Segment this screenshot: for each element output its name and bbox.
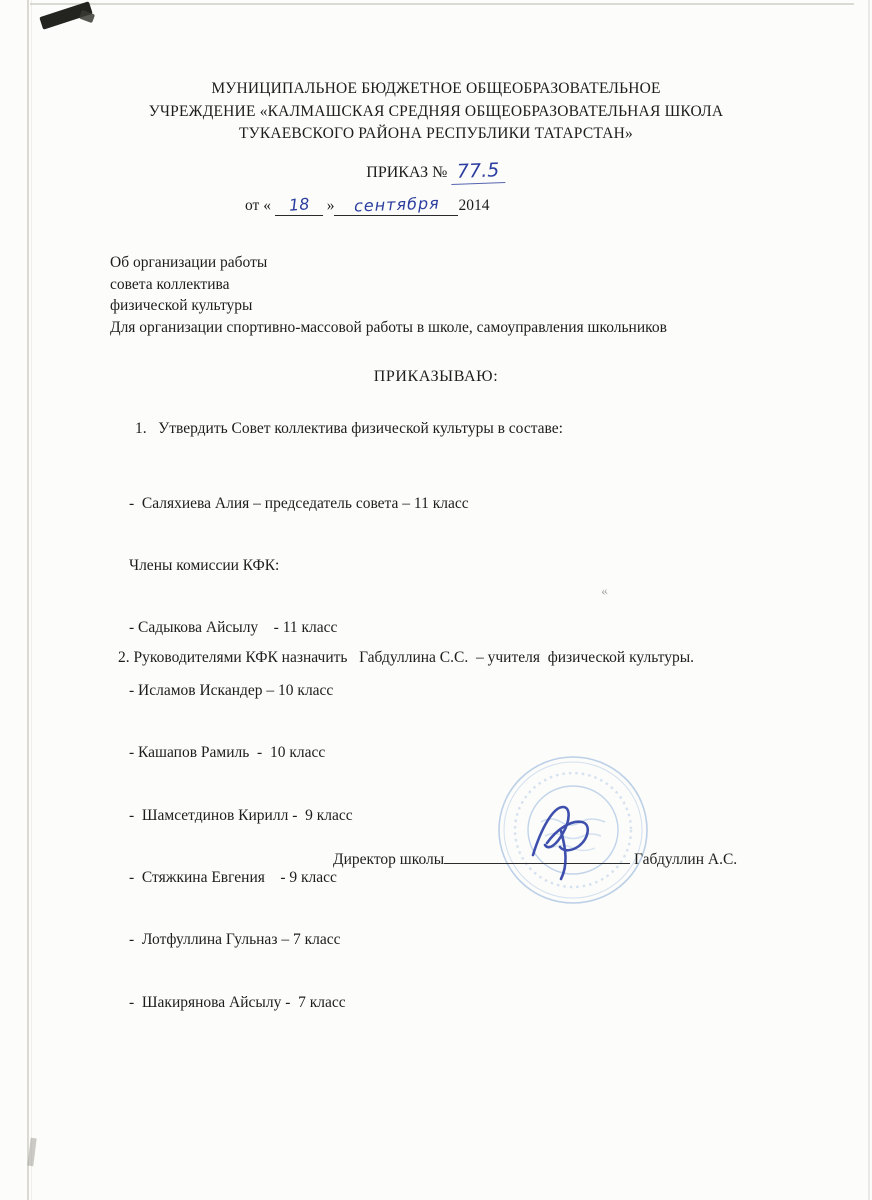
date-day-blank — [275, 195, 323, 216]
member-line: - Лотфуллина Гульназ – 7 класс — [129, 931, 341, 949]
order-item-1: 1. Утвердить Совет коллектива физической культуры в составе: — [135, 420, 563, 437]
letterhead-line-3: ТУКАЕВСКОГО РАЙОНА РЕСПУБЛИКИ ТАТАРСТАН» — [238, 125, 633, 142]
subject-line-1: Об организации работы — [110, 254, 268, 271]
member-line: - Стяжкина Евгения - 9 класс — [129, 868, 337, 886]
member-line: - Исламов Искандер – 10 класс — [129, 681, 334, 699]
date-prefix: от « — [245, 197, 275, 214]
signature-label: Директор школы — [333, 851, 445, 868]
order-number-line — [0, 160, 872, 184]
member-line: Члены комиссии КФК: — [129, 556, 280, 574]
date-day-handwritten: 18 — [288, 194, 310, 215]
letterhead-line-2: УЧРЕЖДЕНИЕ «КАЛМАШСКАЯ СРЕДНЯЯ ОБЩЕОБРАЗОВАТЕЛЬНАЯ ШКОЛА — [148, 102, 724, 120]
subject-line-3: физической культуры — [110, 297, 253, 315]
members-list — [129, 452, 469, 1055]
director-signature-handwritten — [525, 793, 635, 885]
order-subject — [110, 252, 667, 338]
member-line: - Саляхиева Алия – председатель совета – 11 класс — [129, 494, 469, 512]
date-year: 2014 — [458, 197, 490, 214]
command-heading: ПРИКАЗЫВАЮ: — [373, 368, 499, 385]
subject-line-2: совета коллектива — [110, 275, 230, 293]
letterhead — [0, 78, 872, 146]
date-close-quote: » — [322, 197, 335, 214]
member-line: - Шакирянова Айсылу - 7 класс — [129, 993, 346, 1011]
scan-artifact-speck: « — [599, 582, 609, 599]
order-item-2: 2. Руководителями КФК назначить Габдуллина С.С. – учителя физической культуры. — [118, 649, 695, 666]
order-date-line — [245, 195, 489, 216]
date-month-blank — [334, 195, 458, 216]
scan-artifact-corner-mark-2 — [79, 10, 95, 23]
letterhead-line-1: МУНИЦИПАЛЬНОЕ БЮДЖЕТНОЕ ОБЩЕОБРАЗОВАТЕЛЬНОЕ — [211, 80, 661, 97]
subject-line-4: Для организации спортивно-массовой работы в школе, самоуправления школьников — [110, 318, 667, 336]
member-line: - Садыкова Айсылу - 11 класс — [129, 619, 338, 637]
date-month-handwritten: сентября — [353, 193, 440, 216]
member-line: - Шамсетдинов Кирилл - 9 класс — [129, 806, 353, 824]
order-label: ПРИКАЗ № — [366, 164, 452, 181]
order-number-handwritten: 77.5 — [451, 159, 506, 185]
signature-name: Габдуллин А.С. — [634, 851, 738, 868]
scan-artifact-top-edge — [30, 3, 854, 5]
member-line: - Кашапов Рамиль - 10 класс — [129, 744, 326, 762]
